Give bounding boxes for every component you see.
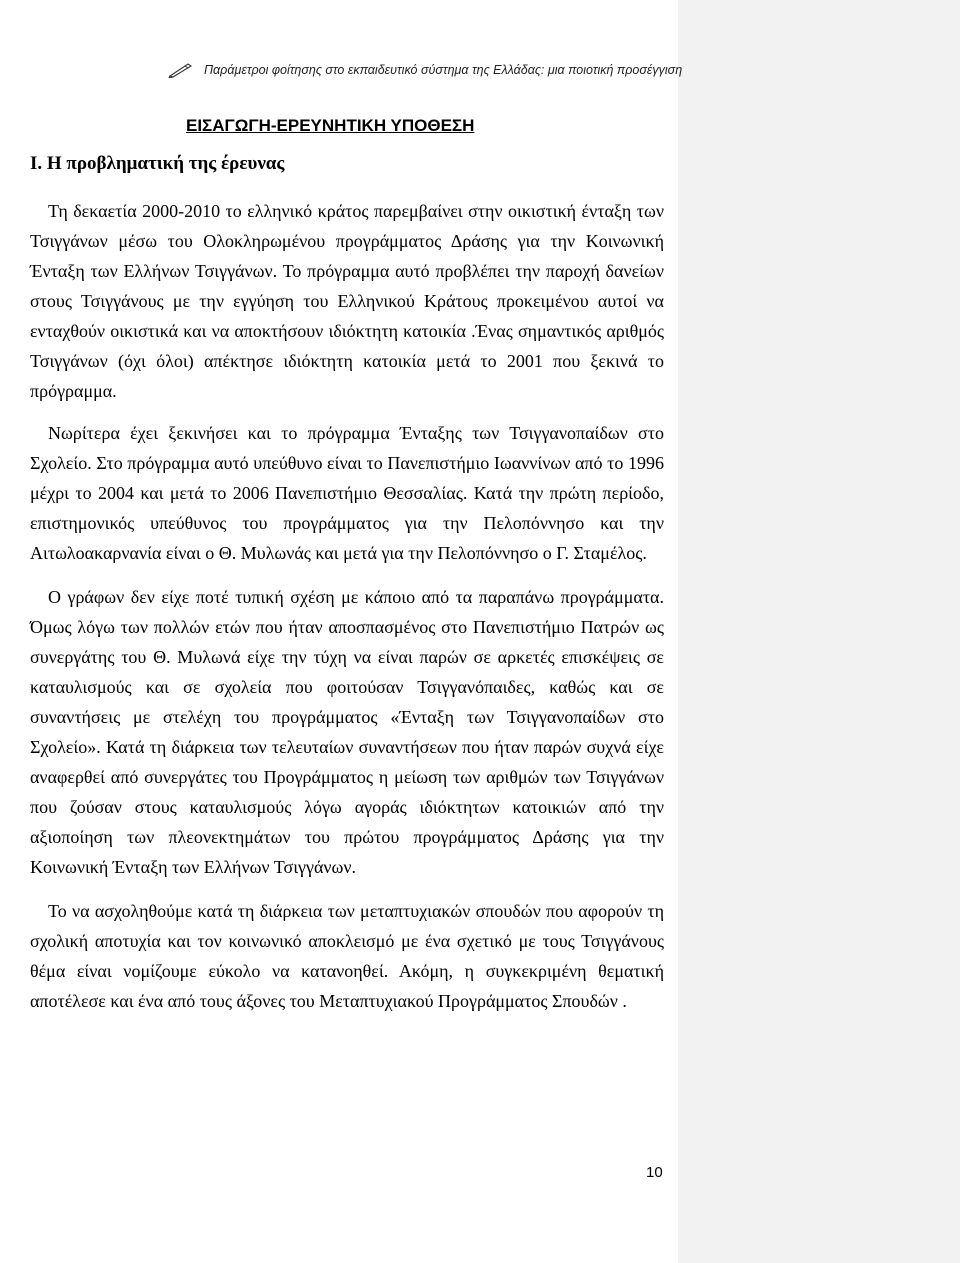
comment-margin-pane xyxy=(678,0,960,1263)
page-number: 10 xyxy=(646,1164,663,1181)
document-title: ΕΙΣΑΓΩΓΗ-ΕΡΕΥΝΗΤΙΚΗ ΥΠΟΘΕΣΗ xyxy=(186,116,475,135)
paragraph: Νωρίτερα έχει ξεκινήσει και το πρόγραμμα Ένταξης των Τσιγγανοπαίδων στο Σχολείο. Στο πρόγραμμα αυτό υπεύθυνο είναι το Πανεπιστήμιο Ιωαννίνων από το 1996 μέχρι το 2004 και μετά το 2006 Πανεπιστήμιο Θεσσαλίας. Κατά την πρώτη περίοδο, επιστημονικός υπεύθυνος του προγράμματος για την Πελοπόννησο και την Αιτωλοακαρνανία είναι ο Θ. Μυλωνάς και μετά για την Πελοπόννησο ο Γ. Σταμέλος. xyxy=(30,423,664,563)
paragraph: Τη δεκαετία 2000-2010 το ελληνικό κράτος παρεμβαίνει στην οικιστική ένταξη των Τσιγγάνων μέσω του Ολοκληρωμένου προγράμματος Δράσης για την Κοινωνική Ένταξη των Ελλήνων Τσιγγάνων. Το πρόγραμμα αυτό προβλέπει την παροχή δανείων στους Τσιγγάνους με την εγγύηση του Ελληνικού Κράτους προκειμένου αυτοί να ενταχθούν οικιστικά και να αποκτήσουν ιδιόκτητη κατοικία .Ένας σημαντικός αριθμός Τσιγγάνων (όχι όλοι) απέκτησε ιδιόκτητη κατοικία μετά το 2001 που ξεκινά το πρόγραμμα. xyxy=(30,201,664,401)
paragraph: Ο γράφων δεν είχε ποτέ τυπική σχέση με κάποιο από τα παραπάνω προγράμματα. Όμως λόγω των πολλών ετών που ήταν αποσπασμένος στο Πανεπιστήμιο Πατρών ως συνεργάτης του Θ. Μυλωνά είχε την τύχη να είναι παρών σε αρκετές επισκέψεις σε καταυλισμούς και σε σχολεία που φοιτούσαν Τσιγγανόπαιδες, καθώς και σε συναντήσεις με στελέχη του προγράμματος «Ένταξη των Τσιγγανοπαίδων στο Σχολείο». Κατά τη διάρκεια των τελευταίων συναντήσεων που ήταν παρών συχνά είχε αναφερθεί από συνεργάτες του Προγράμματος η μείωση των αριθμών των Τσιγγάνων που ζούσαν στους καταυλισμούς λόγω αγοράς ιδιόκτητων κατοικιών από την αξιοποίηση των πλεονεκτημάτων του πρώτου προγράμματος Δράσης για την Κοινωνική Ένταξη των Ελλήνων Τσιγγάνων. xyxy=(30,587,664,877)
running-header xyxy=(168,62,683,81)
paragraph: Το να ασχοληθούμε κατά τη διάρκεια των μεταπτυχιακών σπουδών που αφορούν τη σχολική αποτυχία και τον κοινωνικό αποκλεισμό με ένα σχετικό με τους Τσιγγάνους θέμα είναι νομίζουμε εύκολο να κατανοηθεί. Ακόμη, η συγκεκριμένη θεματική αποτέλεσε και ένα από τους άξονες του Μεταπτυχιακού Προγράμματος Σπουδών . xyxy=(30,901,664,1011)
body-text xyxy=(30,196,664,1030)
section-heading: Ι. Η προβληματική της έρευνας xyxy=(30,153,285,174)
pen-icon xyxy=(168,62,192,81)
running-title: Παράμετροι φοίτησης στο εκπαιδευτικό σύστημα της Ελλάδας: μια ποιοτική προσέγγιση xyxy=(204,63,683,77)
